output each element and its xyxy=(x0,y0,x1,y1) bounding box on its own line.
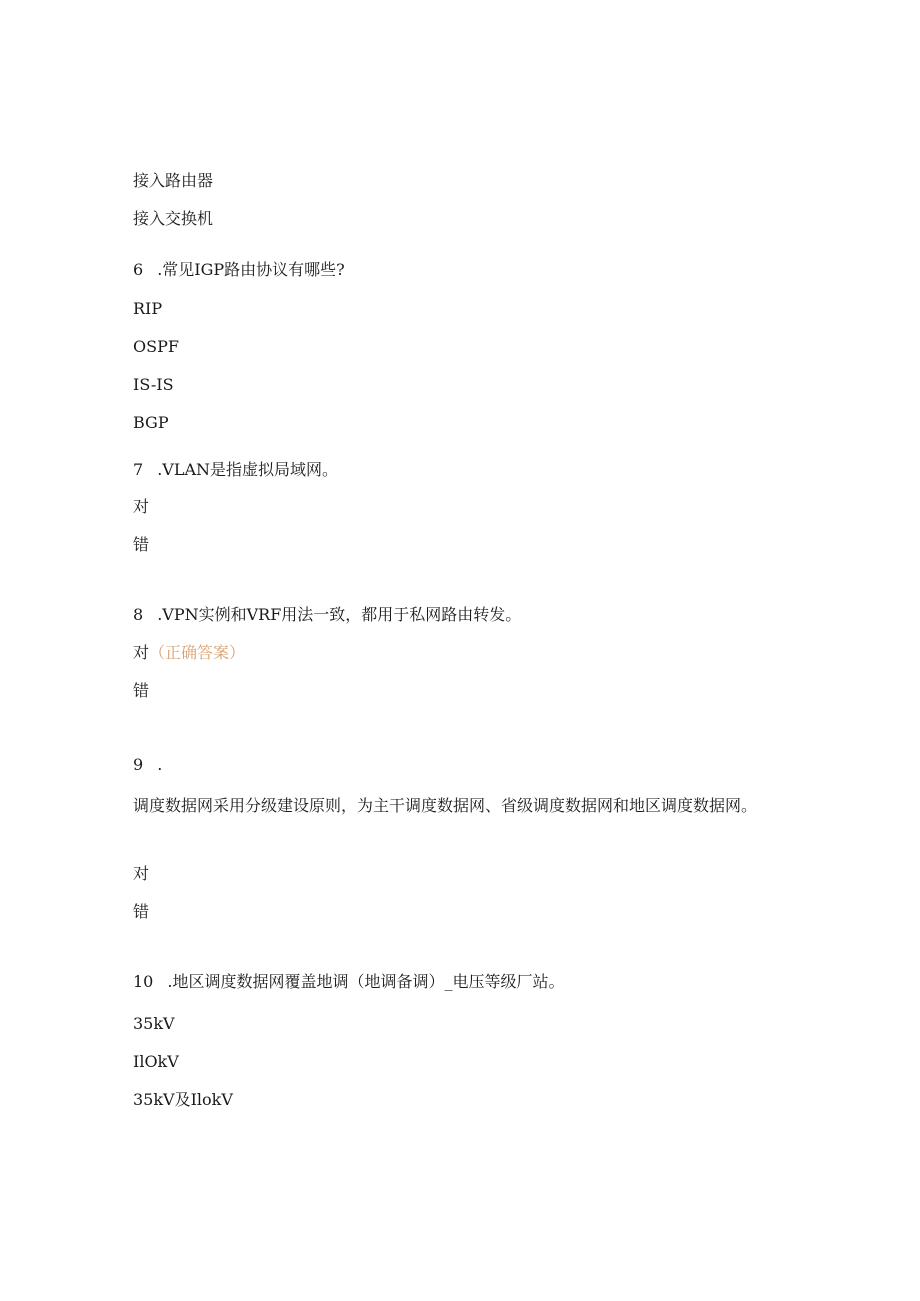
q6-option-1: RIP xyxy=(133,299,163,318)
q8-text: .VPN实例和VRF用法一致，都用于私网路由转发。 xyxy=(157,605,522,624)
q6-option-3: IS-IS xyxy=(133,375,174,394)
q10-number: 10 xyxy=(133,972,154,991)
q9-option-2: 错 xyxy=(133,902,150,921)
q10-question xyxy=(133,972,564,992)
q9-number: 9 xyxy=(133,755,144,774)
q8-question xyxy=(133,605,521,625)
q7-text: .VLAN是指虚拟局域网。 xyxy=(157,460,339,479)
q10-option-1: 35kV xyxy=(133,1014,175,1033)
q10-option-2: IlOkV xyxy=(133,1052,179,1071)
q6-number: 6 xyxy=(133,260,144,279)
q7-option-1: 对 xyxy=(133,497,150,516)
q8-option-1-label: 对 xyxy=(133,643,150,662)
q9-body: 调度数据网采用分级建设原则，为主干调度数据网、省级调度数据网和地区调度数据网。 xyxy=(133,796,758,815)
q8-option-1 xyxy=(133,643,245,663)
q7-question xyxy=(133,460,338,480)
q9-option-1: 对 xyxy=(133,864,150,883)
q7-option-2: 错 xyxy=(133,535,150,554)
q10-option-3: 35kV及IlokV xyxy=(133,1090,233,1109)
q6-text: .常见IGP路由协议有哪些? xyxy=(157,260,345,279)
correct-answer-mark: （正确答案） xyxy=(149,643,246,662)
q7-number: 7 xyxy=(133,460,144,479)
q8-number: 8 xyxy=(133,605,144,624)
q6-option-4: BGP xyxy=(133,413,169,432)
q6-question xyxy=(133,260,345,280)
q9-question xyxy=(133,755,162,775)
q6-option-2: OSPF xyxy=(133,337,179,356)
q8-option-2: 错 xyxy=(133,681,150,700)
q9-text: . xyxy=(157,755,163,774)
q5-option-1: 接入路由器 xyxy=(133,171,214,190)
q5-option-2: 接入交换机 xyxy=(133,209,214,228)
q10-text: .地区调度数据网覆盖地调（地调备调）_电压等级厂站。 xyxy=(167,972,565,991)
